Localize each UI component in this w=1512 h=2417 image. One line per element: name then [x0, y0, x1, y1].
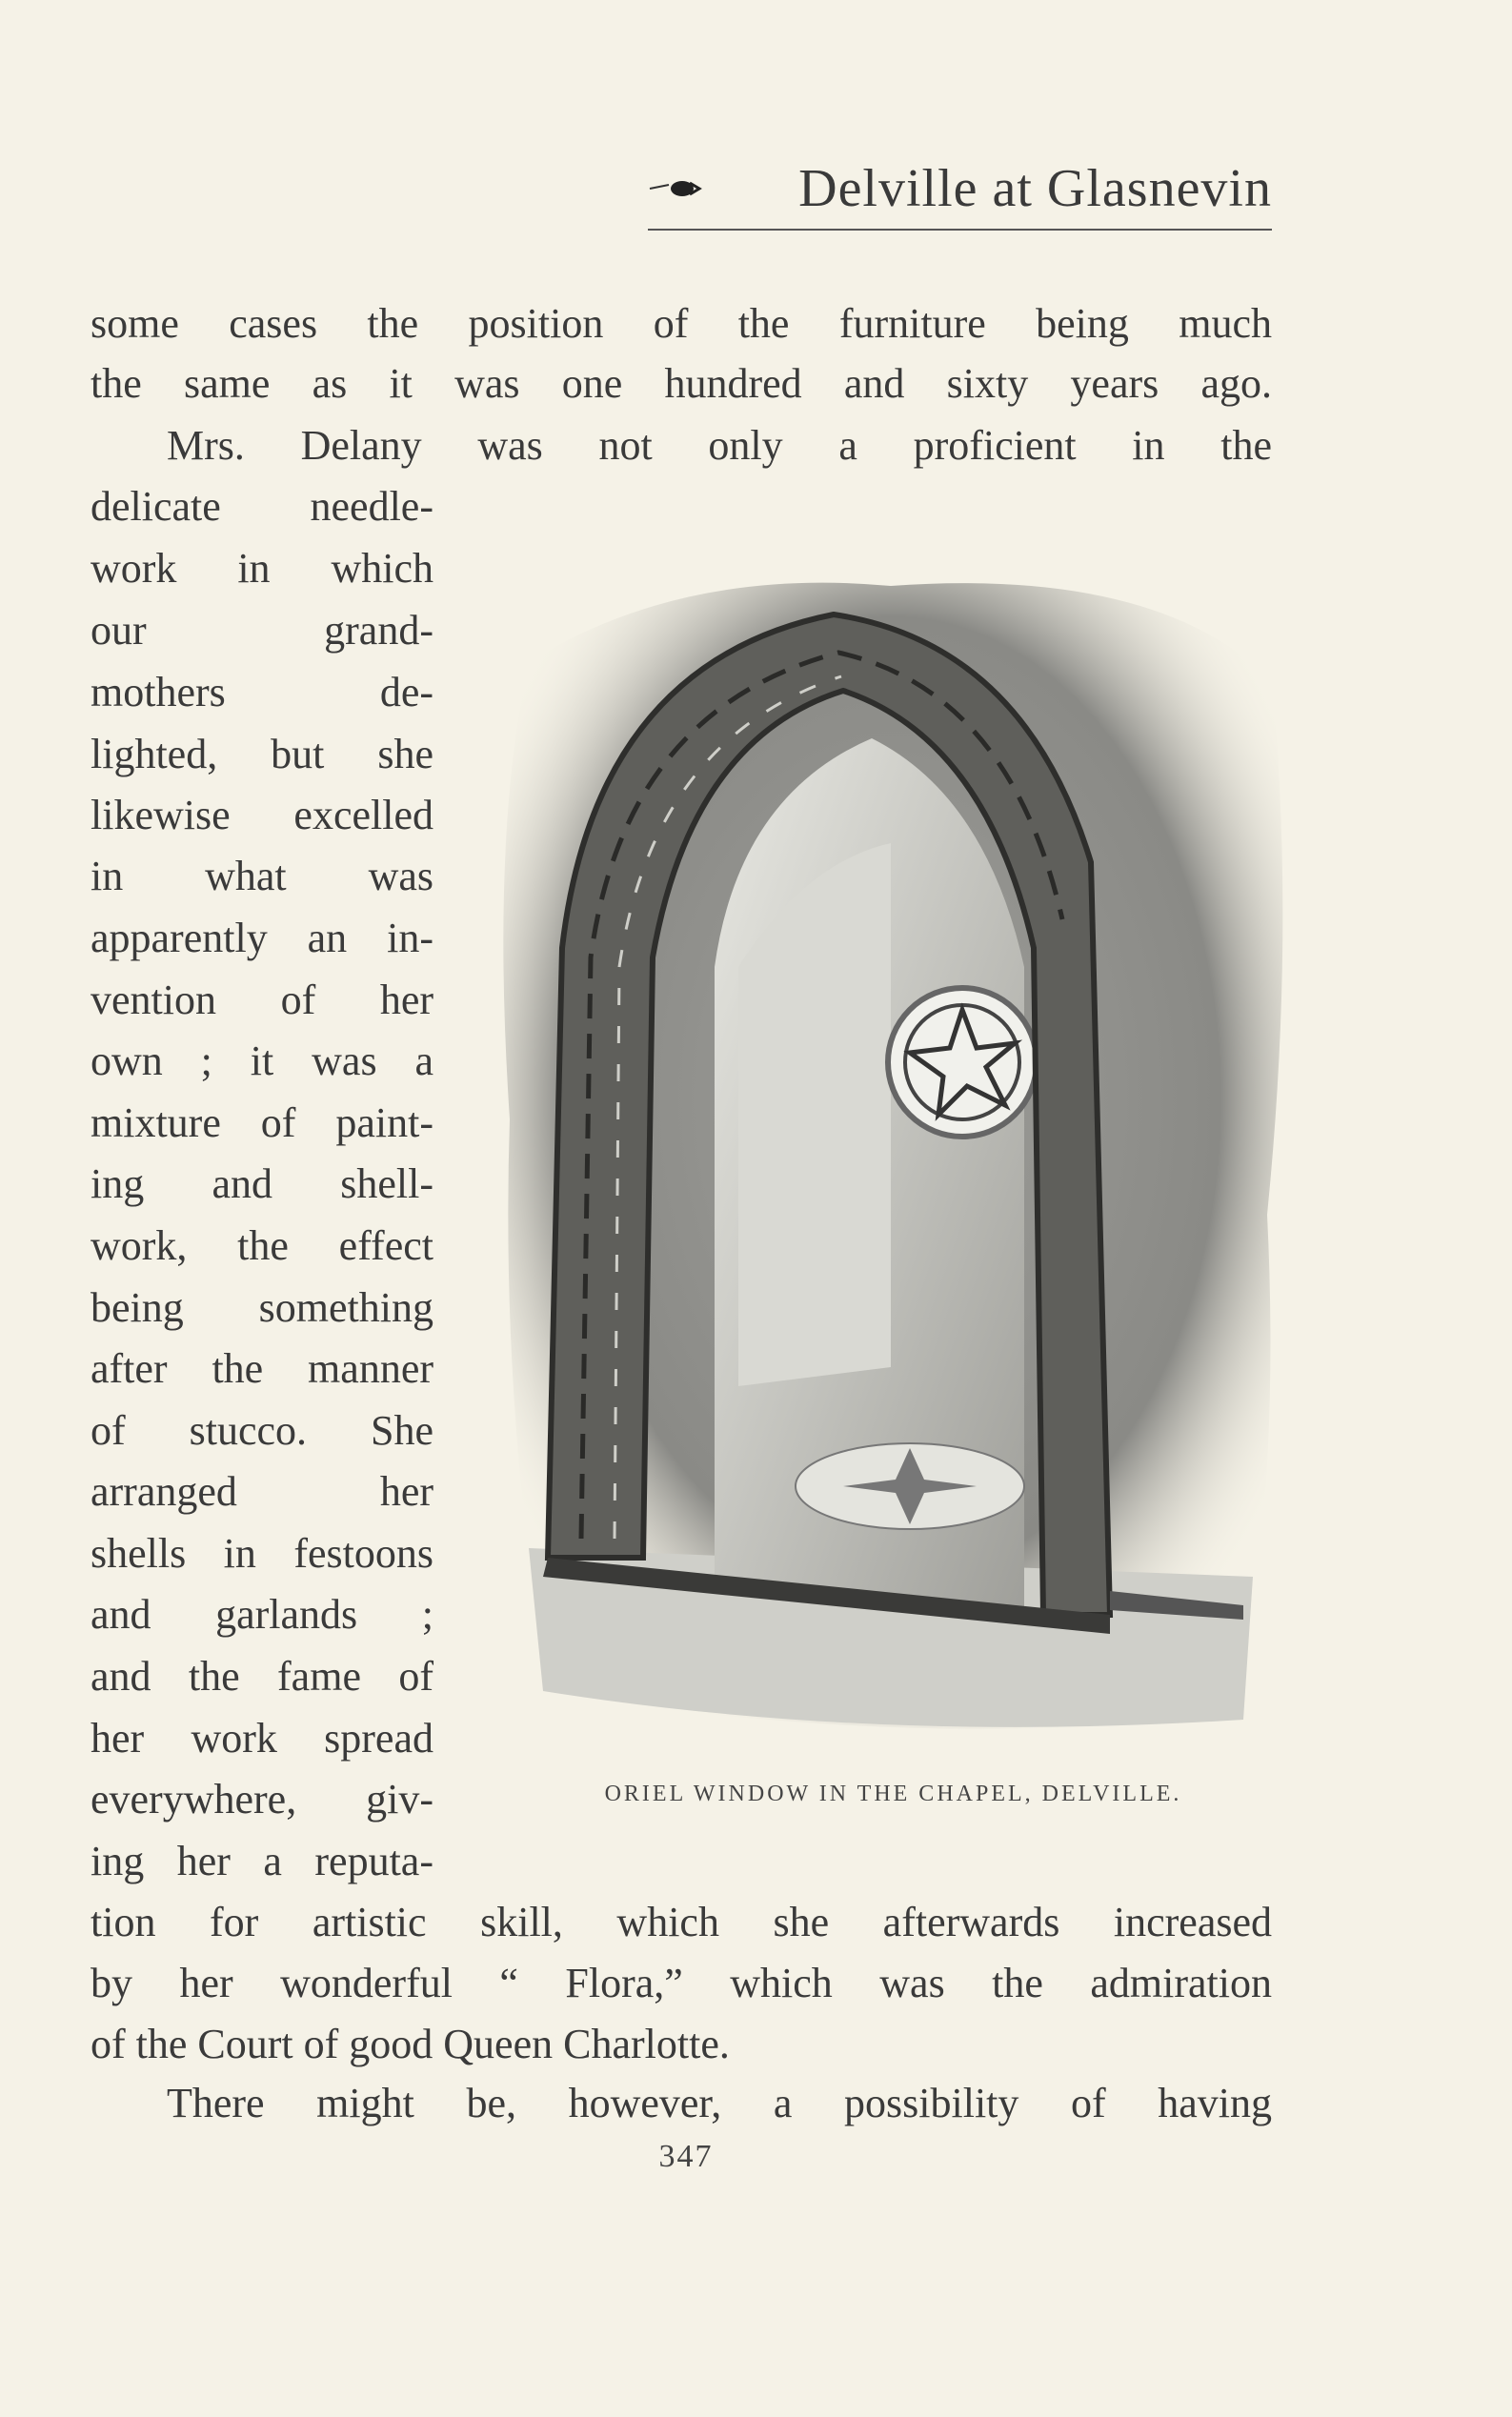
text-line: her work spread — [91, 1715, 433, 1762]
text-line: work, the effect — [91, 1222, 433, 1269]
text-line: being something — [91, 1284, 433, 1331]
figure-caption: ORIEL WINDOW IN THE CHAPEL, DELVILLE. — [604, 1782, 1182, 1806]
text-line: in what was — [91, 853, 433, 899]
text-line: the same as it was one hundred and sixty years ago. — [91, 360, 1272, 407]
running-header — [648, 152, 1272, 231]
text-line: ing her a reputa- — [91, 1838, 433, 1884]
text-line: of the Court of good Queen Charlotte. — [91, 2021, 730, 2067]
text-line: apparently an in- — [91, 915, 433, 961]
text-line: arranged her — [91, 1468, 433, 1515]
text-line: our grand- — [91, 607, 433, 654]
text-line: likewise excelled — [91, 792, 433, 838]
text-line: work in which — [91, 545, 433, 592]
text-line: own ; it was a — [91, 1037, 433, 1084]
page-number: 347 — [658, 2139, 714, 2174]
text-line: of stucco. She — [91, 1407, 433, 1454]
text-line: everywhere, giv- — [91, 1776, 433, 1823]
text-line: Mrs. Delany was not only a proficient in the — [167, 422, 1272, 469]
text-line: shells in festoons — [91, 1530, 433, 1577]
text-line: after the manner — [91, 1345, 433, 1392]
text-line: mixture of paint- — [91, 1099, 433, 1146]
text-line: some cases the position of the furniture being much — [91, 300, 1272, 347]
text-line: lighted, but she — [91, 731, 433, 777]
running-title: Delville at Glasnevin — [798, 159, 1272, 218]
text-line: ing and shell- — [91, 1160, 433, 1207]
text-line: mothers de- — [91, 669, 433, 715]
gothic-arch-doorway-illustration — [491, 548, 1296, 1748]
text-line: by her wonderful “ Flora,” which was the admiration — [91, 1960, 1272, 2006]
text-line: tion for artistic skill, which she afterwards increased — [91, 1899, 1272, 1945]
text-line: and garlands ; — [91, 1591, 433, 1638]
text-line: delicate needle- — [91, 483, 433, 530]
text-line: vention of her — [91, 977, 433, 1023]
pointing-hand-icon — [648, 173, 705, 202]
text-line: and the fame of — [91, 1653, 433, 1700]
text-line: There might be, however, a possibility of having — [167, 2080, 1272, 2126]
